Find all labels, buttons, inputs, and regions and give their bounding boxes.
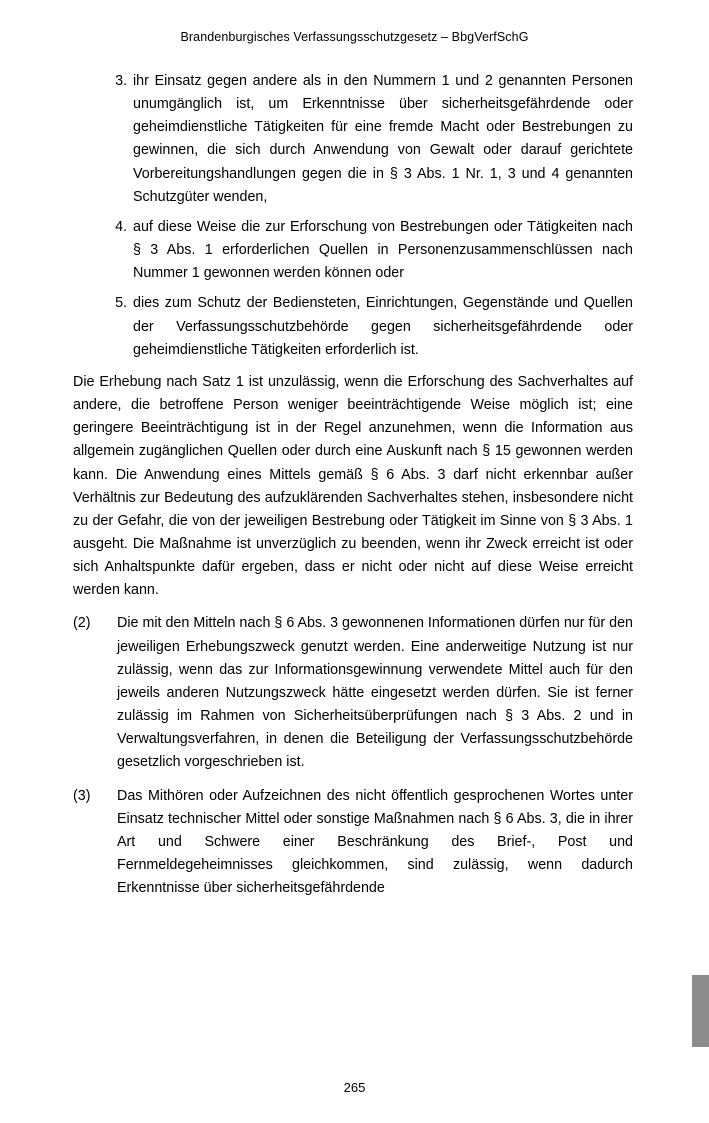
absatz-3 bbox=[73, 785, 633, 901]
list-item bbox=[73, 292, 633, 361]
numbered-list bbox=[73, 70, 633, 362]
list-item-marker: 5. bbox=[115, 295, 127, 312]
list-item-text: auf diese Weise die zur Erforschung von Bestrebungen oder Tätigkeiten nach § 3 Abs. 1 erforderlichen Quellen in Personenzusammenschlüssen nach Nummer 1 gewonnen werden können oder bbox=[133, 218, 633, 282]
list-item-text: dies zum Schutz der Bediensteten, Einrichtungen, Gegenstände und Quellen der Verfassungsschutzbehörde gegen sicherheitsgefährdende oder geheimdienstliche Tätigkeiten erforderlich ist. bbox=[133, 295, 633, 358]
list-item-text: ihr Einsatz gegen andere als in den Nummern 1 und 2 genannten Personen unumgänglich ist, um Erkenntnisse über sicherheitsgefährdende oder geheimdienstliche Tätigkeiten für eine fremde Macht oder Bestrebungen zu gewinnen, die sich durch Anwendung von Gewalt oder darauf gerichtete Vorbereitungshandlungen gegen die in § 3 Abs. 1 Nr. 1, 3 und 4 genannten Schutzgüter wenden, bbox=[133, 73, 633, 205]
page-number: 265 bbox=[343, 1080, 366, 1095]
paragraph-after-list: Die Erhebung nach Satz 1 ist unzulässig, wenn die Erforschung des Sachverhaltes auf andere, die betroffene Person weniger beeinträchtigende Weise möglich ist; eine geringere Beeinträchtigung ist in der Regel anzunehmen, wenn die Information aus allgemein zugänglichen Quellen oder durch eine Auskunft nach § 15 gewonnen werden kann. Die Anwendung eines Mittels gemäß § 6 Abs. 3 darf nicht erkennbar außer Verhältnis zur Bedeutung des aufzuklärenden Sachverhaltes stehen, insbesondere nicht zu der Gefahr, die von der jeweiligen Bestrebung oder Tätigkeit im Sinne von § 3 Abs. 1 ausgeht. Die Maßnahme ist unverzüglich zu beenden, wenn ihr Zweck erreicht ist oder sich Anhaltspunkte dafür ergeben, dass er nicht oder nicht auf diese Weise erreicht werden kann. bbox=[73, 373, 633, 599]
absatz-number: (2) bbox=[73, 615, 91, 632]
absatz-text: Die mit den Mitteln nach § 6 Abs. 3 gewonnenen Informationen dürfen nur für den jeweiligen Erhebungszweck genutzt werden. Eine anderweitige Nutzung ist nur zulässig, wenn das zur Informationsgewinnung verwendete Mittel auch für den jeweils anderen Nutzungszweck hätte eingesetzt werden dürfen. Sie ist ferner zulässig im Rahmen von Sicherheitsüberprüfungen nach § 3 Abs. 2 und in Verwaltungsverfahren, in denen die Beteiligung der Verfassungsschutzbehörde gesetzlich vorgeschrieben ist. bbox=[117, 615, 633, 771]
page-edge-marker bbox=[692, 975, 709, 1047]
list-item-marker: 4. bbox=[115, 218, 127, 235]
list-item-marker: 3. bbox=[115, 73, 127, 89]
list-item bbox=[73, 70, 633, 209]
page-content bbox=[73, 70, 633, 900]
absatz-number: (3) bbox=[73, 787, 91, 804]
list-item bbox=[73, 216, 633, 285]
absatz-text: Das Mithören oder Aufzeichnen des nicht öffentlich gesprochenen Wortes unter Einsatz technischer Mittel oder sonstige Maßnahmen nach § 6 Abs. 3, die in ihrer Art und Schwere einer Beschränkung des Brief-, Post und Fernmeldegeheimnisses gleichkommen, sind zulässig, wenn dadurch Erkenntnisse über sicherheitsgefährdende bbox=[117, 787, 633, 897]
running-head: Brandenburgisches Verfassungsschutzgesetz – BbgVerfSchG bbox=[180, 30, 529, 44]
absatz-2 bbox=[73, 612, 633, 774]
